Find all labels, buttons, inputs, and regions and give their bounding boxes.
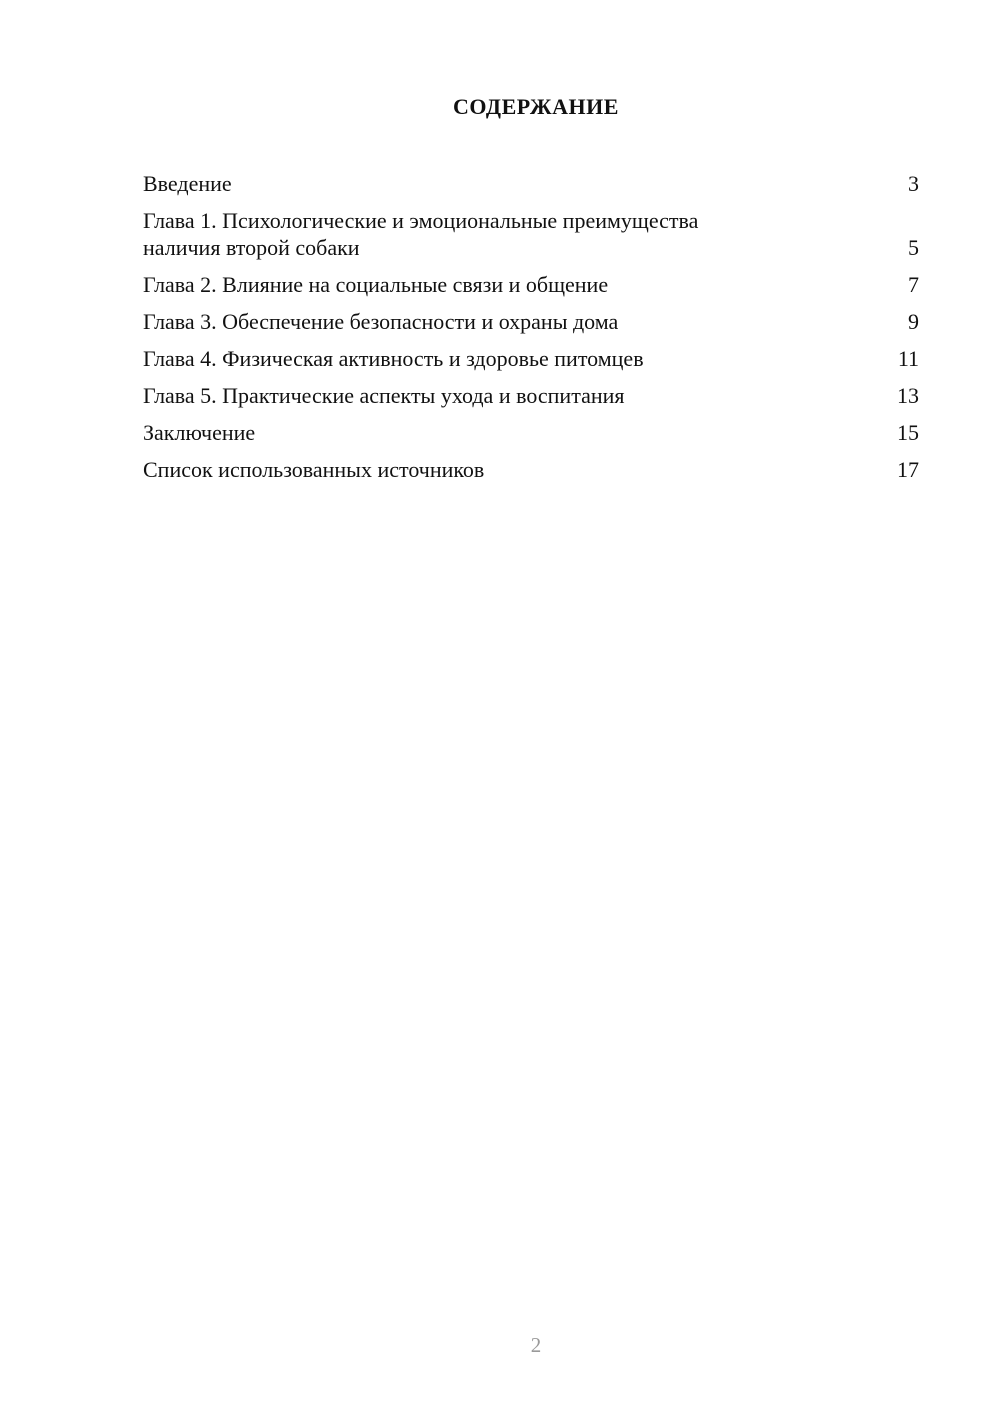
toc-entry-page: 3 bbox=[908, 171, 919, 196]
toc-entry-chapter-1 bbox=[143, 207, 919, 261]
toc-entry-label-line: наличия второй собаки bbox=[143, 235, 360, 260]
toc-entry-label bbox=[143, 456, 897, 483]
table-of-contents bbox=[143, 170, 919, 493]
toc-entry-page: 13 bbox=[897, 383, 919, 408]
toc-entry-introduction bbox=[143, 170, 919, 197]
toc-entry-page: 15 bbox=[897, 420, 919, 445]
toc-entry-conclusion bbox=[143, 419, 919, 446]
toc-entry-label bbox=[143, 207, 908, 261]
page-number: 2 bbox=[530, 1333, 542, 1357]
toc-entry-chapter-5 bbox=[143, 382, 919, 409]
toc-entry-chapter-3 bbox=[143, 308, 919, 335]
toc-entry-label-line: Глава 4. Физическая активность и здоровье питомцев bbox=[143, 346, 644, 371]
toc-entry-label-line: Заключение bbox=[143, 420, 256, 445]
toc-entry-references bbox=[143, 456, 919, 483]
toc-entry-label bbox=[143, 271, 908, 298]
toc-entry-page: 9 bbox=[908, 309, 919, 334]
toc-entry-page: 7 bbox=[908, 272, 919, 297]
toc-entry-label bbox=[143, 345, 898, 372]
toc-entry-page: 11 bbox=[897, 346, 919, 371]
toc-entry-label-line: Список использованных источников bbox=[143, 457, 485, 482]
toc-entry-page: 17 bbox=[897, 457, 919, 482]
toc-heading: СОДЕРЖАНИЕ bbox=[453, 94, 619, 119]
toc-entry-label bbox=[143, 308, 908, 335]
toc-entry-page: 5 bbox=[908, 235, 919, 260]
toc-entry-label bbox=[143, 419, 897, 446]
toc-entry-label-line: Глава 2. Влияние на социальные связи и общение bbox=[143, 272, 609, 297]
toc-entry-chapter-2 bbox=[143, 271, 919, 298]
toc-entry-label bbox=[143, 170, 908, 197]
toc-entry-label-line: Глава 5. Практические аспекты ухода и воспитания bbox=[143, 383, 625, 408]
toc-entry-chapter-4 bbox=[143, 345, 919, 372]
toc-entry-label bbox=[143, 382, 897, 409]
toc-entry-label-line: Глава 1. Психологические и эмоциональные преимущества bbox=[143, 208, 699, 233]
toc-entry-label-line: Глава 3. Обеспечение безопасности и охраны дома bbox=[143, 309, 619, 334]
toc-entry-label-line: Введение bbox=[143, 171, 232, 196]
